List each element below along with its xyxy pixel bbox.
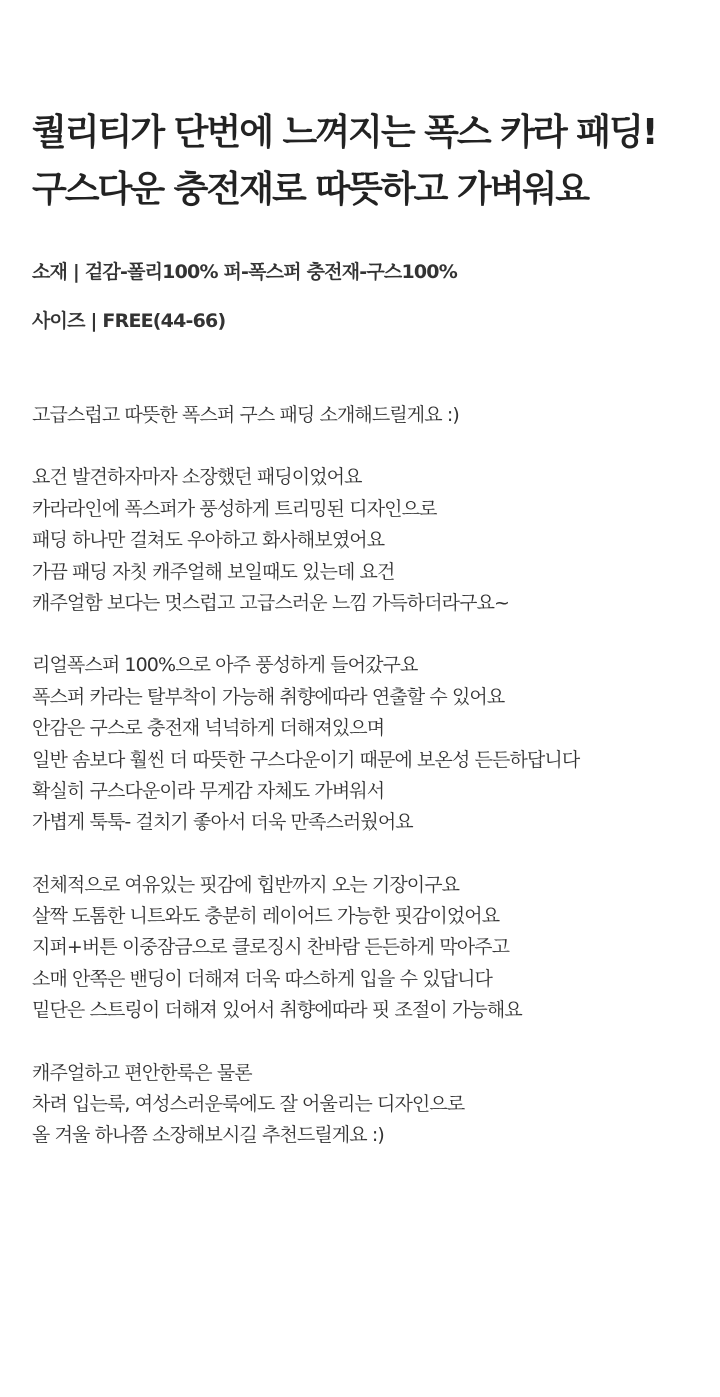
description-paragraph — [32, 400, 692, 431]
description-line: 가끔 패딩 자칫 캐주얼해 보일때도 있는데 요건 — [32, 560, 395, 583]
description-line: 확실히 구스다운이라 무게감 자체도 가벼워서 — [32, 779, 385, 802]
description-line: 소매 안쪽은 밴딩이 더해져 더욱 따스하게 입을 수 있답니다 — [32, 967, 493, 990]
description-line: 패딩 하나만 걸쳐도 우아하고 화사해보였어요 — [32, 529, 385, 552]
description-line: 가볍게 툭툭- 걸치기 좋아서 더욱 만족스러웠어요 — [32, 811, 413, 834]
product-specs — [32, 256, 692, 354]
description-line: 캐주얼함 보다는 멋스럽고 고급스러운 느낌 가득하더라구요~ — [32, 591, 510, 614]
description-line: 안감은 구스로 충전재 넉넉하게 더해져있으며 — [32, 717, 385, 740]
description-line: 요건 발견하자마자 소장했던 패딩이었어요 — [32, 466, 362, 489]
description-paragraph — [32, 462, 692, 619]
description-paragraph — [32, 1058, 692, 1152]
description-body — [32, 400, 692, 1183]
headline-line-1: 퀄리티가 단번에 느껴지는 폭스 카라 패딩! — [32, 112, 657, 153]
description-line: 전체적으로 여유있는 핏감에 힙반까지 오는 기장이구요 — [32, 873, 460, 896]
size-spec: 사이즈 | FREE(44-66) — [32, 310, 226, 332]
description-line: 고급스럽고 따뜻한 폭스퍼 구스 패딩 소개해드릴게요 :) — [32, 404, 459, 426]
description-line: 올 겨울 하나쯤 소장해보시길 추천드릴게요 :) — [32, 1124, 384, 1147]
description-paragraph — [32, 870, 692, 1027]
material-spec: 소재 | 겉감-폴리100% 퍼-폭스퍼 충전재-구스100% — [32, 261, 457, 283]
description-line: 캐주얼하고 편안한룩은 물론 — [32, 1061, 252, 1084]
headline-line-2: 구스다운 충전재로 따뜻하고 가벼워요 — [32, 169, 589, 210]
description-line: 카라라인에 폭스퍼가 풍성하게 트리밍된 디자인으로 — [32, 497, 437, 520]
description-line: 폭스퍼 카라는 탈부착이 가능해 취향에따라 연출할 수 있어요 — [32, 685, 505, 708]
description-line: 일반 솜보다 훨씬 더 따뜻한 구스다운이기 때문에 보온성 든든하답니다 — [32, 748, 580, 771]
description-line: 차려 입는룩, 여성스러운룩에도 잘 어울리는 디자인으로 — [32, 1093, 465, 1116]
description-paragraph — [32, 650, 692, 838]
description-line: 리얼폭스퍼 100%으로 아주 풍성하게 들어갔구요 — [32, 654, 418, 677]
description-line: 지퍼+버튼 이중잠금으로 클로징시 찬바람 든든하게 막아주고 — [32, 936, 510, 959]
description-line: 살짝 도톰한 니트와도 충분히 레이어드 가능한 핏감이었어요 — [32, 905, 500, 928]
headline — [32, 104, 712, 218]
description-line: 밑단은 스트링이 더해져 있어서 취향에따라 핏 조절이 가능해요 — [32, 999, 522, 1022]
